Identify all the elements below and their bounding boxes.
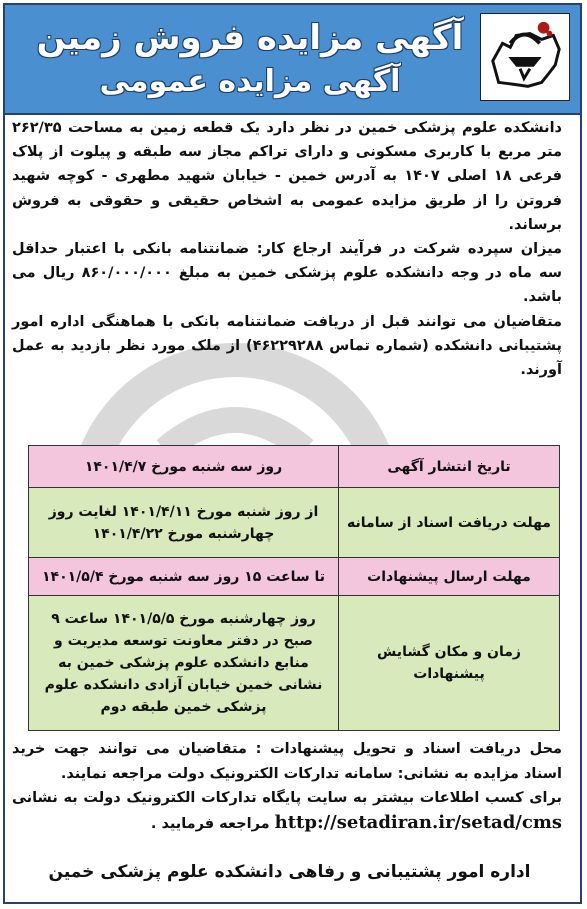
row-label-publish-date: تاریخ انتشار آگهی xyxy=(339,446,560,488)
announcement-footer xyxy=(12,737,562,836)
header-divider xyxy=(5,113,580,115)
row-value-publish-date: روز سه شنبه مورخ ۱۴۰۱/۴/۷ xyxy=(29,446,339,488)
footer-paragraph-documents: محل دریافت اسناد و تحویل پیشنهادات : متقاضیان می توانند جهت خرید اسناد مزایده به نشانی: سامانه تدارکات الکترونیک دولت مراجعه نمایند. xyxy=(12,741,562,782)
announcement-body xyxy=(12,116,562,382)
schedule-table xyxy=(28,445,560,731)
row-value-document-deadline: از روز شنبه مورخ ۱۴۰۱/۴/۱۱ لغایت روز چهارشنبه مورخ ۱۴۰۱/۴/۲۲ xyxy=(29,488,339,558)
table-row xyxy=(29,488,560,558)
body-paragraph-deposit: میزان سپرده شرکت در فرآیند ارجاع کار: ضمانتنامه بانکی با اعتبار حداقل سه ماه در وجه دانشکده علوم پزشکی خمین به مبلغ ۸۶۰/۰۰۰/۰۰۰ ریال می باشد. xyxy=(12,241,562,306)
body-paragraph-land: دانشکده علوم پزشکی خمین در نظر دارد یک قطعه زمین به مساحت ۲۶۲/۳۵ متر مربع با کاربری مسکونی و دارای تراکم مجاز سه طبقه و پیلوت از پلاک فرعی ۱۸ اصلی ۱۴۰۷ به آدرس خمین - خیابان شهید مطهری - کوچه شهید فروتن را از طریق مزایده عمومی به اشخاص حقیقی و حقوقی به فروش برساند. xyxy=(12,120,563,233)
table-row xyxy=(29,446,560,488)
row-value-submission-deadline: تا ساعت ۱۵ روز سه شنبه مورخ ۱۴۰۱/۵/۴ xyxy=(29,558,339,596)
page-title: آگهی مزایده فروش زمین xyxy=(36,18,464,58)
row-label-submission-deadline: مهلت ارسال پیشنهادات xyxy=(339,558,560,596)
header-banner xyxy=(5,5,580,113)
table-row xyxy=(29,596,560,731)
university-emblem-icon xyxy=(480,13,570,101)
row-value-opening-time-place: روز چهارشنبه مورخ ۱۴۰۱/۵/۵ ساعت ۹ صبح در دفتر معاونت توسعه مدیریت و منابع دانشکده علوم پزشکی خمین به نشانی خمین خیابان آزادی دانشکده علوم پزشکی خمین طبقه دوم xyxy=(29,596,339,731)
body-paragraph-visit: متقاضیان می توانند قبل از دریافت ضمانتنامه بانکی با هماهنگی اداره امور پشتیبانی دانشکده (شماره تماس ۴۶۲۲۹۲۸۸) از ملک مورد نظر بازدید به عمل آورند. xyxy=(12,313,562,379)
page-subtitle: آگهی مزایده عمومی xyxy=(99,64,401,99)
table-row xyxy=(29,558,560,596)
row-label-opening-time-place: زمان و مکان گشایش پیشنهادات xyxy=(339,596,560,731)
setad-link[interactable]: http://setadiran.ir/setad/cms xyxy=(274,811,562,833)
footer-info-prefix: برای کسب اطلاعات بیشتر به سایت پایگاه تدارکات الکترونیک دولت به نشانی xyxy=(12,790,562,806)
signature-line: اداره امور پشتیبانی و رفاهی دانشکده علوم پزشکی خمین xyxy=(48,862,531,882)
footer-paragraph-info xyxy=(12,786,562,836)
footer-info-suffix: مراجعه فرمایید . xyxy=(150,815,270,832)
row-label-document-deadline: مهلت دریافت اسناد از سامانه xyxy=(339,488,560,558)
